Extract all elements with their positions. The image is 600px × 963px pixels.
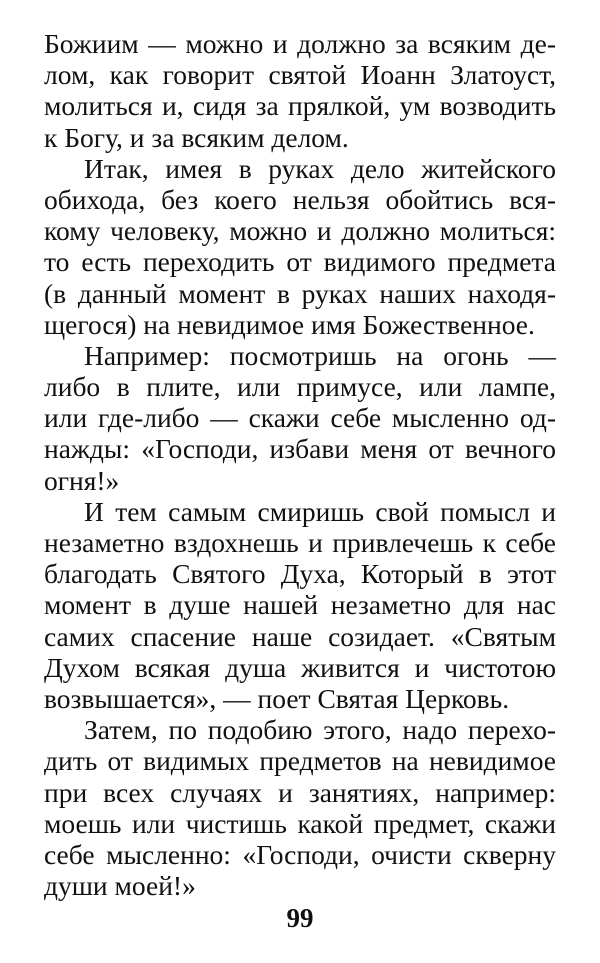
- text-line: Затем, по подобию этого, надо перехо-: [84, 714, 556, 746]
- text-line: нажды: «Господи, избави меня от вечного: [44, 433, 556, 465]
- text-line: либо в плите, или примусе, или лампе,: [44, 371, 556, 403]
- text-line: души моей!»: [44, 870, 196, 902]
- text-line: возвышается», — поет Святая Церковь.: [44, 682, 510, 714]
- text-line: (в данный момент в руках наших находя-: [44, 277, 556, 309]
- paragraph-3: [44, 340, 556, 496]
- paragraph-4: [44, 496, 556, 714]
- paragraph-1: [44, 28, 556, 153]
- text-line: себе мысленно: «Господи, очисти скверну: [44, 838, 556, 870]
- text-line: или где-либо — скажи себе мысленно од-: [44, 402, 556, 434]
- text-line: И тем самым смиришь свой помысл и: [84, 495, 556, 527]
- text-line: момент в душе нашей незаметно для нас: [44, 589, 556, 621]
- text-line: Божиим — можно и должно за всяким де-: [44, 28, 556, 59]
- text-line: благодать Святого Духа, Который в этот: [44, 558, 556, 590]
- text-line: Духом всякая душа живится и чистотою: [44, 651, 556, 683]
- text-line: обихода, без коего нельзя обойтись вся-: [44, 183, 556, 215]
- text-line: самих спасение наше созидает. «Святым: [44, 620, 556, 652]
- page-text-body: [44, 28, 556, 901]
- paragraph-5: [44, 714, 556, 901]
- text-line: кому человеку, можно и должно молиться:: [44, 215, 556, 247]
- text-line: дить от видимых предметов на невидимое: [44, 745, 556, 777]
- paragraph-2: [44, 153, 556, 340]
- text-line: к Богу, и за всяким делом.: [44, 121, 349, 153]
- text-line: щегося) на невидимое имя Божественное.: [44, 308, 535, 340]
- text-line: при всех случаях и занятиях, например:: [44, 776, 556, 808]
- text-line: огня!»: [44, 464, 120, 496]
- text-line: моешь или чистишь какой предмет, скажи: [44, 807, 556, 839]
- text-line: Например: посмотришь на огонь —: [84, 339, 556, 371]
- text-line: то есть переходить от видимого предмета: [44, 246, 556, 278]
- page-number: 99: [286, 903, 314, 933]
- text-line: незаметно вздохнешь и привлечешь к себе: [44, 527, 556, 558]
- text-line: молиться и, сидя за прялкой, ум возводить: [44, 90, 556, 122]
- text-line: Итак, имея в руках дело житейского: [84, 152, 556, 184]
- text-line: лом, как говорит святой Иоанн Златоуст,: [44, 59, 556, 91]
